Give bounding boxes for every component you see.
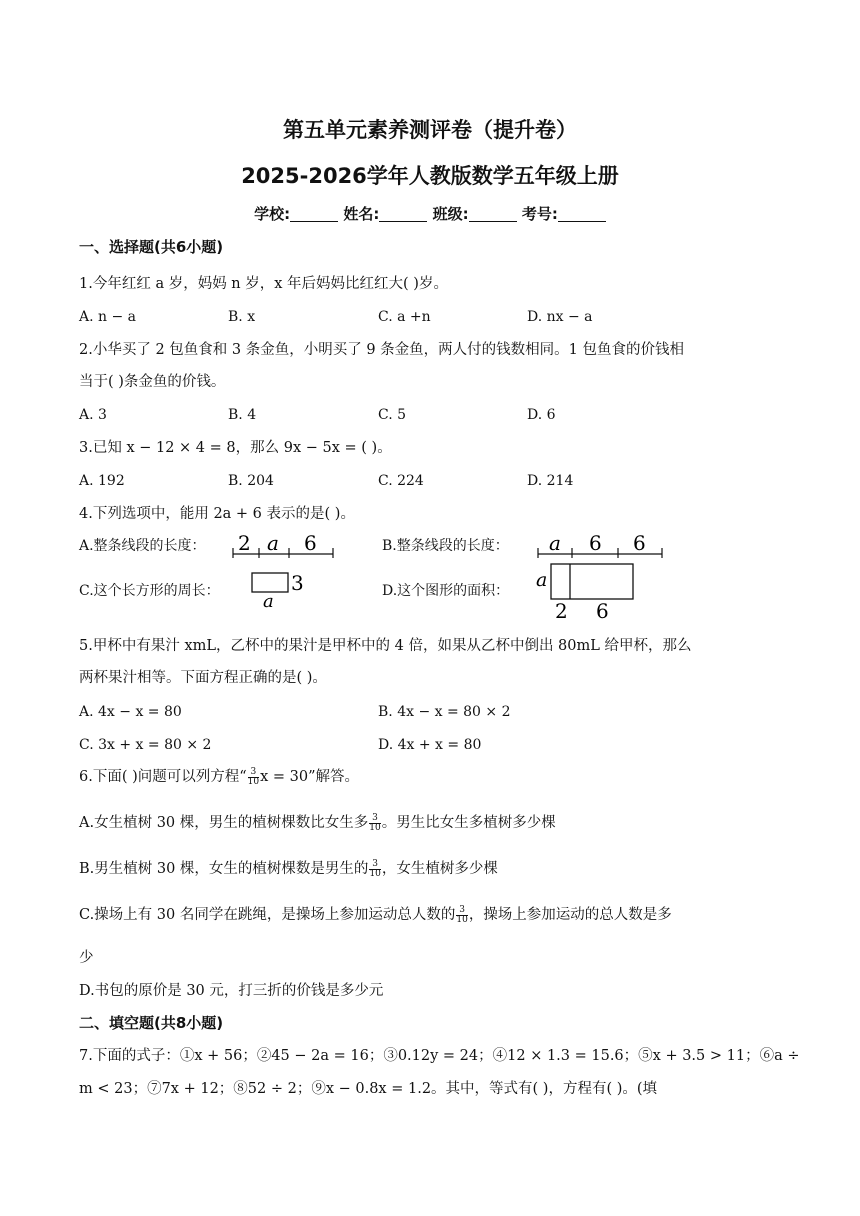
- q4-option-b[interactable]: B.整条线段的长度：: [382, 538, 509, 554]
- q1-option-a[interactable]: A. n − a: [79, 309, 137, 325]
- school-label: 学校:: [254, 205, 291, 223]
- q5-option-a[interactable]: A. 4x − x = 80: [79, 704, 182, 720]
- q6-option-b[interactable]: B.男生植树 30 棵，女生的植树棵数是男生的 $\frac{3}{10}$ ，女生植树多少棵: [79, 858, 498, 879]
- q3-option-a[interactable]: A. 192: [79, 473, 125, 489]
- q2-option-d[interactable]: D. 6: [527, 407, 556, 423]
- question-4-stem: 4.下列选项中，能用 2a + 6 表示的是( )。: [79, 506, 355, 522]
- q4-figure-c-rectangle: [248, 568, 308, 610]
- q3-option-c[interactable]: C. 224: [378, 473, 424, 489]
- class-blank[interactable]: [469, 207, 517, 222]
- q6-stem-before: 6.下面( )问题可以列方程“: [79, 769, 247, 785]
- student-info-line: [0, 203, 860, 224]
- q1-option-c[interactable]: C. a +n: [378, 309, 431, 325]
- q5-option-d[interactable]: D. 4x + x = 80: [378, 737, 482, 753]
- school-blank[interactable]: [290, 207, 338, 222]
- q4-option-a[interactable]: A.整条线段的长度：: [79, 538, 206, 554]
- fig-a-label-1: 2: [238, 531, 251, 555]
- q2-option-b[interactable]: B. 4: [228, 407, 257, 423]
- q6-stem-fraction: $\frac{3}{10}$: [247, 766, 260, 787]
- question-5-stem-line1: 5.甲杯中有果汁 xmL，乙杯中的果汁是甲杯中的 4 倍，如果从乙杯中倒出 80mL 给甲杯，那么: [79, 638, 692, 654]
- class-label: 班级:: [432, 205, 469, 223]
- section-title-choice: 一、选择题(共6小题): [79, 238, 224, 256]
- fig-d-label-large: 6: [596, 599, 609, 620]
- exam-title: 第五单元素养测评卷（提升卷）: [283, 118, 577, 142]
- fig-a-label-2: a: [267, 531, 279, 555]
- question-1-stem: 1.今年红红 a 岁，妈妈 n 岁，x 年后妈妈比红红大( )岁。: [79, 276, 448, 292]
- q1-option-b[interactable]: B. x: [228, 309, 256, 325]
- section-title-fill: 二、填空题(共8小题): [79, 1014, 224, 1032]
- q6-option-c[interactable]: C.操场上有 30 名同学在跳绳，是操场上参加运动总人数的 $\frac{3}{10}$ ，操场上参加运动的总人数是多: [79, 904, 672, 925]
- q2-option-a[interactable]: A. 3: [79, 407, 107, 423]
- fig-c-label-length: a: [263, 591, 274, 610]
- q4-option-d[interactable]: D.这个图形的面积：: [382, 583, 510, 599]
- q4-figure-a-segment: [229, 528, 339, 562]
- fig-d-label-height: a: [536, 569, 548, 591]
- fig-b-label-2: 6: [589, 531, 602, 555]
- q6-b-fraction: $\frac{3}{10}$: [369, 858, 381, 879]
- fig-d-label-small: 2: [555, 599, 568, 620]
- fig-c-label-width: 3: [291, 571, 304, 595]
- fig-b-label-3: 6: [633, 531, 646, 555]
- q6-stem-after: x = 30”解答。: [260, 769, 360, 785]
- question-5-stem-line2: 两杯果汁相等。下面方程正确的是( )。: [79, 670, 327, 686]
- question-7-stem-line1: 7.下面的式子：①x + 56；②45 − 2a = 16；③0.12y = 24；④12 × 1.3 = 15.6；⑤x + 3.5 > 11；⑥a ÷: [79, 1048, 800, 1064]
- question-6-stem: [79, 767, 359, 787]
- q6-c-fraction: $\frac{3}{10}$: [456, 904, 468, 925]
- fig-b-label-1: a: [549, 531, 561, 555]
- q6-option-d[interactable]: D.书包的原价是 30 元，打三折的价钱是多少元: [79, 983, 384, 999]
- q3-option-b[interactable]: B. 204: [228, 473, 274, 489]
- q5-option-b[interactable]: B. 4x − x = 80 × 2: [378, 704, 511, 720]
- fig-a-label-3: 6: [304, 531, 317, 555]
- q5-option-c[interactable]: C. 3x + x = 80 × 2: [79, 737, 212, 753]
- name-label: 姓名:: [343, 205, 380, 223]
- question-2-stem-line2: 当于( )条金鱼的价钱。: [79, 374, 226, 390]
- q4-figure-b-segment: [534, 528, 666, 562]
- q4-figure-d-area: [533, 560, 639, 620]
- exam-subtitle: 2025-2026学年人教版数学五年级上册: [241, 164, 619, 188]
- q2-option-c[interactable]: C. 5: [378, 407, 407, 423]
- exam-number-label: 考号:: [521, 205, 558, 223]
- question-2-stem-line1: 2.小华买了 2 包鱼食和 3 条金鱼，小明买了 9 条金鱼，两人付的钱数相同。1 包鱼食的价钱相: [79, 342, 684, 358]
- q4-option-c[interactable]: C.这个长方形的周长：: [79, 583, 220, 599]
- q1-option-d[interactable]: D. nx − a: [527, 309, 593, 325]
- exam-number-blank[interactable]: [558, 207, 606, 222]
- q6-a-fraction: $\frac{3}{10}$: [369, 812, 381, 833]
- q6-option-a[interactable]: A.女生植树 30 棵，男生的植树棵数比女生多 $\frac{3}{10}$ 。男生比女生多植树多少棵: [79, 812, 556, 833]
- question-7-stem-line2: m < 23；⑦7x + 12；⑧52 ÷ 2；⑨x − 0.8x = 1.2。其中，等式有( )，方程有( )。(填: [79, 1081, 658, 1097]
- q3-option-d[interactable]: D. 214: [527, 473, 574, 489]
- question-3-stem: 3.已知 x − 12 × 4 = 8，那么 9x − 5x = ( )。: [79, 440, 392, 456]
- q6-option-c-line2: 少: [79, 950, 94, 966]
- name-blank[interactable]: [379, 207, 427, 222]
